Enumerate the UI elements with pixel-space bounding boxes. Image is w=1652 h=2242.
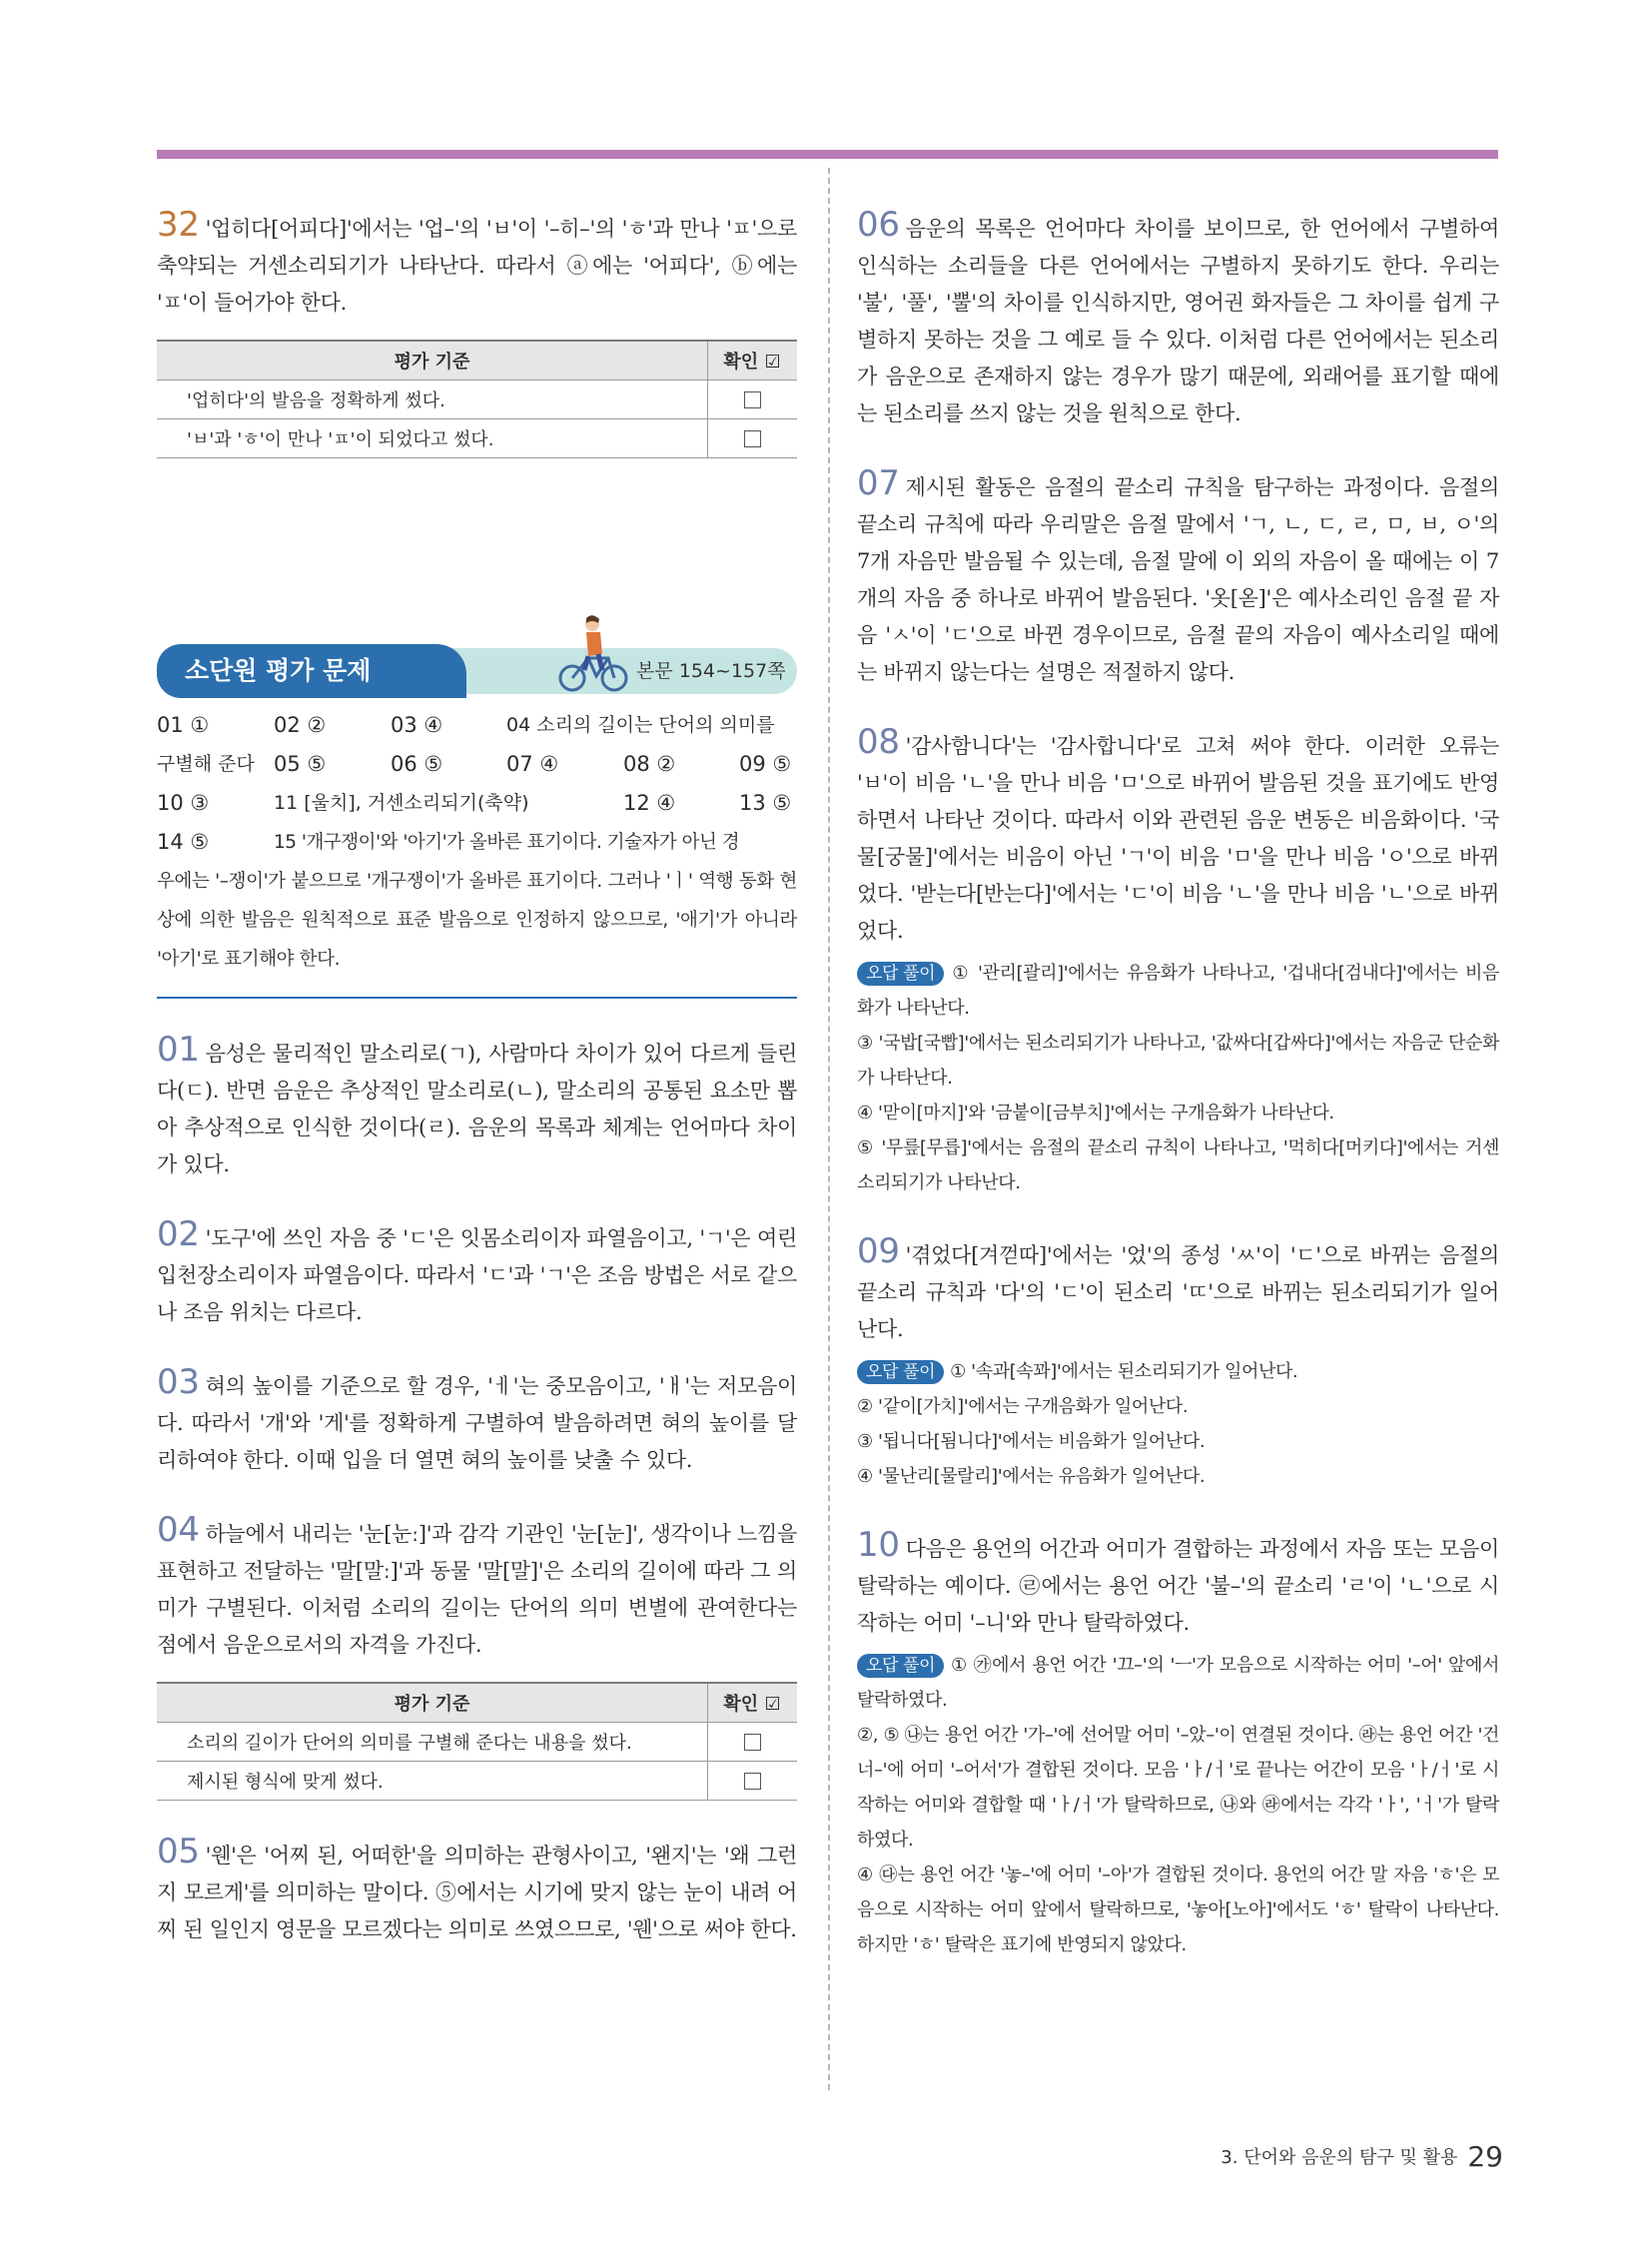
answer-item: 구별해 준다	[157, 753, 255, 775]
q08-text: '감사함니다'는 '감사합니다'로 고쳐 써야 한다. 이러한 오류는 'ㅂ'이 비음 'ㄴ'을 만나 비음 'ㅁ'으로 바뀌어 발음된 것을 표기에도 반영하면서 나타난 것이다. 따라서 이와 관련된 음운 변동은 비음화이다. '국물[궁물]'에서는 비음이 아닌 'ㄱ'이 비음 'ㅁ'을 만나 비음 'ㅇ'으로 바뀌었다. '받는다[반는다]'에서는 'ㄷ'이 비음 'ㄴ'을 만나 비음 'ㄴ'으로 바뀌었다.	[857, 734, 1499, 943]
banner-title: 소단원 평가 문제	[157, 644, 466, 698]
solution-line: ④ ㉰는 용언 어간 '놓–'에 어미 '–아'가 결합된 것이다. 용언의 어간 말 자음 'ㅎ'은 모음으로 시작하는 어미 앞에서 탈락하므로, '놓아[노아]'에서도 'ㅎ' 탈락이 나타난다. 하지만 'ㅎ' 탈락은 표기에 반영되지 않았다.	[857, 1865, 1499, 1955]
q07-text: 제시된 활동은 음절의 끝소리 규칙을 탐구하는 과정이다. 음절의 끝소리 규칙에 따라 우리말은 음절 말에서 'ㄱ, ㄴ, ㄷ, ㄹ, ㅁ, ㅂ, ㅇ'의 7개 자음만 발음될 수 있는데, 음절 말에 이 외의 자음이 올 때에는 이 7개의 자음 중 하나로 바뀌어 발음된다. '옷[옫]'은 예사소리인 음절 끝 자음 'ㅅ'이 'ㄷ'으로 바뀐 경우이므로, 음절 끝의 자음이 예사소리일 때에는 바뀌지 않는다는 설명은 적절하지 않다.	[857, 475, 1499, 684]
solution-line: ① '속과[속꽈]'에서는 된소리되기가 일어난다.	[950, 1361, 1298, 1382]
rubric-row: 'ㅂ'과 'ㅎ'이 만나 'ㅍ'이 되었다고 썼다.	[157, 419, 708, 458]
q09-solution	[857, 1354, 1499, 1389]
solution-line: ⑤ '무릎[무릅]'에서는 음절의 끝소리 규칙이 나타나고, '먹히다[머키다]'에서는 거센소리되기가 나타난다.	[857, 1137, 1499, 1193]
solution-line: ④ '물난리[물랄리]'에서는 유음화가 일어난다.	[857, 1466, 1206, 1487]
left-column	[157, 205, 797, 1948]
answer-item: 08 ②	[623, 752, 676, 776]
banner-page-ref: 본문 154~157쪽	[636, 660, 786, 682]
answer-item: 12 ④	[623, 791, 676, 815]
rubric-header: 평가 기준	[157, 1683, 708, 1723]
solution-line: ③ '됩니다[됨니다]'에서는 비음화가 일어난다.	[857, 1431, 1206, 1452]
q32-rubric-table	[157, 340, 797, 458]
q05-number: 05	[157, 1832, 200, 1871]
answer-item: 03 ④	[391, 713, 443, 737]
q32-text: '업히다[어피다]'에서는 '업–'의 'ㅂ'이 '–히–'의 'ㅎ'과 만나 'ㅍ'으로 축약되는 거센소리되기가 나타난다. 따라서 ⓐ에는 '어피다', ⓑ에는 'ㅍ'이 들어가야 한다.	[157, 217, 797, 315]
column-divider	[828, 168, 830, 2090]
rubric-row: 소리의 길이가 단어의 의미를 구별해 준다는 내용을 썼다.	[157, 1723, 708, 1762]
q10-number: 10	[857, 1525, 900, 1565]
solution-line: ① ㉮에서 용언 어간 '끄–'의 'ㅡ'가 모음으로 시작하는 어미 '–어' 앞에서 탈락하였다.	[857, 1655, 1499, 1711]
rubric-row: '업히다'의 발음을 정확하게 썼다.	[157, 380, 708, 419]
q32-number: 32	[157, 205, 200, 245]
answer-item: 15 '개구쟁이'와 '아기'가 올바른 표기이다. 기술자가 아닌 경	[274, 832, 740, 853]
answer-item: 10 ③	[157, 791, 210, 815]
answer-item: 11 [울치], 거센소리되기(축약)	[274, 792, 529, 814]
q02-text: '도구'에 쓰인 자음 중 'ㄷ'은 잇몸소리이자 파열음이고, 'ㄱ'은 여린입천장소리이자 파열음이다. 따라서 'ㄷ'과 'ㄱ'은 조음 방법은 서로 같으나 조음 위치는 다르다.	[157, 1226, 797, 1324]
solution-line: ② '같이[가치]'에서는 구개음화가 일어난다.	[857, 1396, 1189, 1417]
q07-number: 07	[857, 463, 900, 503]
rubric-row: 제시된 형식에 맞게 썼다.	[157, 1762, 708, 1801]
q04-block	[157, 1510, 797, 1664]
q02-number: 02	[157, 1214, 200, 1254]
solution-line: ④ '맏이[마지]'와 '금붙이[금부치]'에서는 구개음화가 나타난다.	[857, 1103, 1334, 1123]
answer-item: 07 ④	[506, 752, 559, 776]
q04-rubric-table	[157, 1682, 797, 1801]
wrong-answer-tag: 오답 풀이	[857, 1360, 944, 1384]
rubric-header: 평가 기준	[157, 341, 708, 380]
top-accent-bar	[157, 150, 1498, 159]
answer-row	[157, 823, 797, 862]
answer-row	[157, 706, 797, 745]
wrong-answer-tag: 오답 풀이	[857, 962, 944, 986]
answer-row	[157, 784, 797, 823]
q07-block	[857, 463, 1499, 691]
answer-item: 02 ②	[274, 713, 327, 737]
right-column	[857, 205, 1499, 1962]
solution-line: ① '관리[괄리]'에서는 유음화가 나타나고, '겁내다[검내다]'에서는 비음화가 나타난다.	[857, 963, 1499, 1019]
answer-item: 04 소리의 길이는 단어의 의미를	[506, 714, 775, 736]
solution-line: ③ '국밥[국빱]'에서는 된소리되기가 나타나고, '값싸다[갑싸다]'에서는 자음군 단순화가 나타난다.	[857, 1033, 1499, 1089]
q05-block	[157, 1832, 797, 1948]
wrong-answer-tag: 오답 풀이	[857, 1654, 944, 1678]
q03-block	[157, 1362, 797, 1479]
answer-explanation: 우에는 '–쟁이'가 붙으므로 '개구쟁이'가 올바른 표기이다. 그러나 'ㅣ' 역행 동화 현상에 의한 발음은 원칙적으로 표준 발음으로 인정하지 않으므로, '애기'가 아니라 '아기'로 표기해야 한다.	[157, 871, 797, 970]
q04-number: 04	[157, 1510, 200, 1550]
rubric-check-header: 확인 ☑	[708, 1683, 798, 1723]
q32-block	[157, 205, 797, 322]
q01-number: 01	[157, 1030, 200, 1070]
q06-text: 음운의 목록은 언어마다 차이를 보이므로, 한 언어에서 구별하여 인식하는 소리들을 다른 언어에서는 구별하지 못하기도 한다. 우리는 '불', '풀', '뿔'의 차이를 인식하지만, 영어권 화자들은 그 차이를 쉽게 구별하지 못하는 것을 그 예로 들 수 있다. 이처럼 다른 언어에서는 된소리가 음운으로 존재하지 않는 경우가 많기 때문에, 외래어를 표기할 때에는 된소리를 쓰지 않는 것을 원칙으로 한다.	[857, 217, 1499, 425]
solution-line: ②, ⑤ ㉯는 용언 어간 '가–'에 선어말 어미 '–았–'이 연결된 것이다. ㉱는 용언 어간 '건너–'에 어미 '–어서'가 결합된 것이다. 모음 'ㅏ/ㅓ'로 끝나는 어간이 모음 'ㅏ/ㅓ'로 시작하는 어미와 결합할 때 'ㅏ/ㅓ'가 탈락하므로, ㉯와 ㉱에서는 각각 'ㅏ', 'ㅓ'가 탈락하였다.	[857, 1725, 1499, 1851]
answer-item: 09 ⑤	[739, 752, 792, 776]
q04-text: 하늘에서 내리는 '눈[눈ː]'과 감각 기관인 '눈[눈]', 생각이나 느낌을 표현하고 전달하는 '말[말ː]'과 동물 '말[말]'은 소리의 길이에 따라 그 의미가 구별된다. 이처럼 소리의 길이는 단어의 의미 변별에 관여한다는 점에서 음운으로서의 자격을 가진다.	[157, 1522, 797, 1657]
page-number: 29	[1467, 2140, 1503, 2173]
answer-row	[157, 745, 797, 784]
answer-item: 13 ⑤	[739, 791, 792, 815]
rubric-check-header: 확인 ☑	[708, 341, 798, 380]
q09-number: 09	[857, 1231, 900, 1271]
checkbox[interactable]	[744, 391, 761, 408]
answer-item: 14 ⑤	[157, 830, 210, 854]
q06-number: 06	[857, 205, 900, 245]
checkbox[interactable]	[744, 1734, 761, 1751]
q05-text: '웬'은 '어찌 된, 어떠한'을 의미하는 관형사이고, '왠지'는 '왜 그런지 모르게'를 의미하는 말이다. ⑤에서는 시기에 맞지 않는 눈이 내려 어찌 된 일인지 영문을 모르겠다는 의미로 쓰였으므로, '웬'으로 써야 한다.	[157, 1844, 797, 1941]
answer-item: 06 ⑤	[391, 752, 443, 776]
checkbox[interactable]	[744, 430, 761, 447]
cyclist-icon	[558, 614, 628, 694]
answer-item: 05 ⑤	[274, 752, 327, 776]
q03-number: 03	[157, 1362, 200, 1402]
q09-text: '겪었다[겨껃따]'에서는 '었'의 종성 'ㅆ'이 'ㄷ'으로 바뀌는 음절의 끝소리 규칙과 '다'의 'ㄷ'이 된소리 'ㄸ'으로 바뀌는 된소리되기가 일어난다.	[857, 1243, 1499, 1341]
q10-text: 다음은 용언의 어간과 어미가 결합하는 과정에서 자음 또는 모음이 탈락하는 예이다. ㉣에서는 용언 어간 '불–'의 끝소리 'ㄹ'이 'ㄴ'으로 시작하는 어미 '–니'와 만나 탈락하였다.	[857, 1537, 1499, 1635]
q02-block	[157, 1214, 797, 1331]
q10-solution	[857, 1648, 1499, 1718]
q08-number: 08	[857, 722, 900, 762]
q10-block	[857, 1525, 1499, 1642]
checkbox[interactable]	[744, 1773, 761, 1790]
answer-key	[157, 706, 797, 979]
q03-text: 혀의 높이를 기준으로 할 경우, 'ㅔ'는 중모음이고, 'ㅐ'는 저모음이다. 따라서 '개'와 '게'를 정확하게 구별하여 발음하려면 혀의 높이를 달리하여야 한다. 이때 입을 더 열면 혀의 높이를 낮출 수 있다.	[157, 1374, 797, 1472]
q06-block	[857, 205, 1499, 432]
q01-block	[157, 1030, 797, 1183]
q08-solution	[857, 956, 1499, 1026]
q08-block	[857, 722, 1499, 950]
section-banner	[157, 644, 797, 698]
answer-item: 01 ①	[157, 713, 210, 737]
chapter-title: 3. 단어와 음운의 탐구 및 활용	[1221, 2147, 1458, 2168]
q01-text: 음성은 물리적인 말소리로(ㄱ), 사람마다 차이가 있어 다르게 들린다(ㄷ). 반면 음운은 추상적인 말소리로(ㄴ), 말소리의 공통된 요소만 뽑아 추상적으로 인식한 것이다(ㄹ). 음운의 목록과 체계는 언어마다 차이가 있다.	[157, 1042, 797, 1176]
q09-block	[857, 1231, 1499, 1348]
page-footer	[1139, 2140, 1503, 2173]
